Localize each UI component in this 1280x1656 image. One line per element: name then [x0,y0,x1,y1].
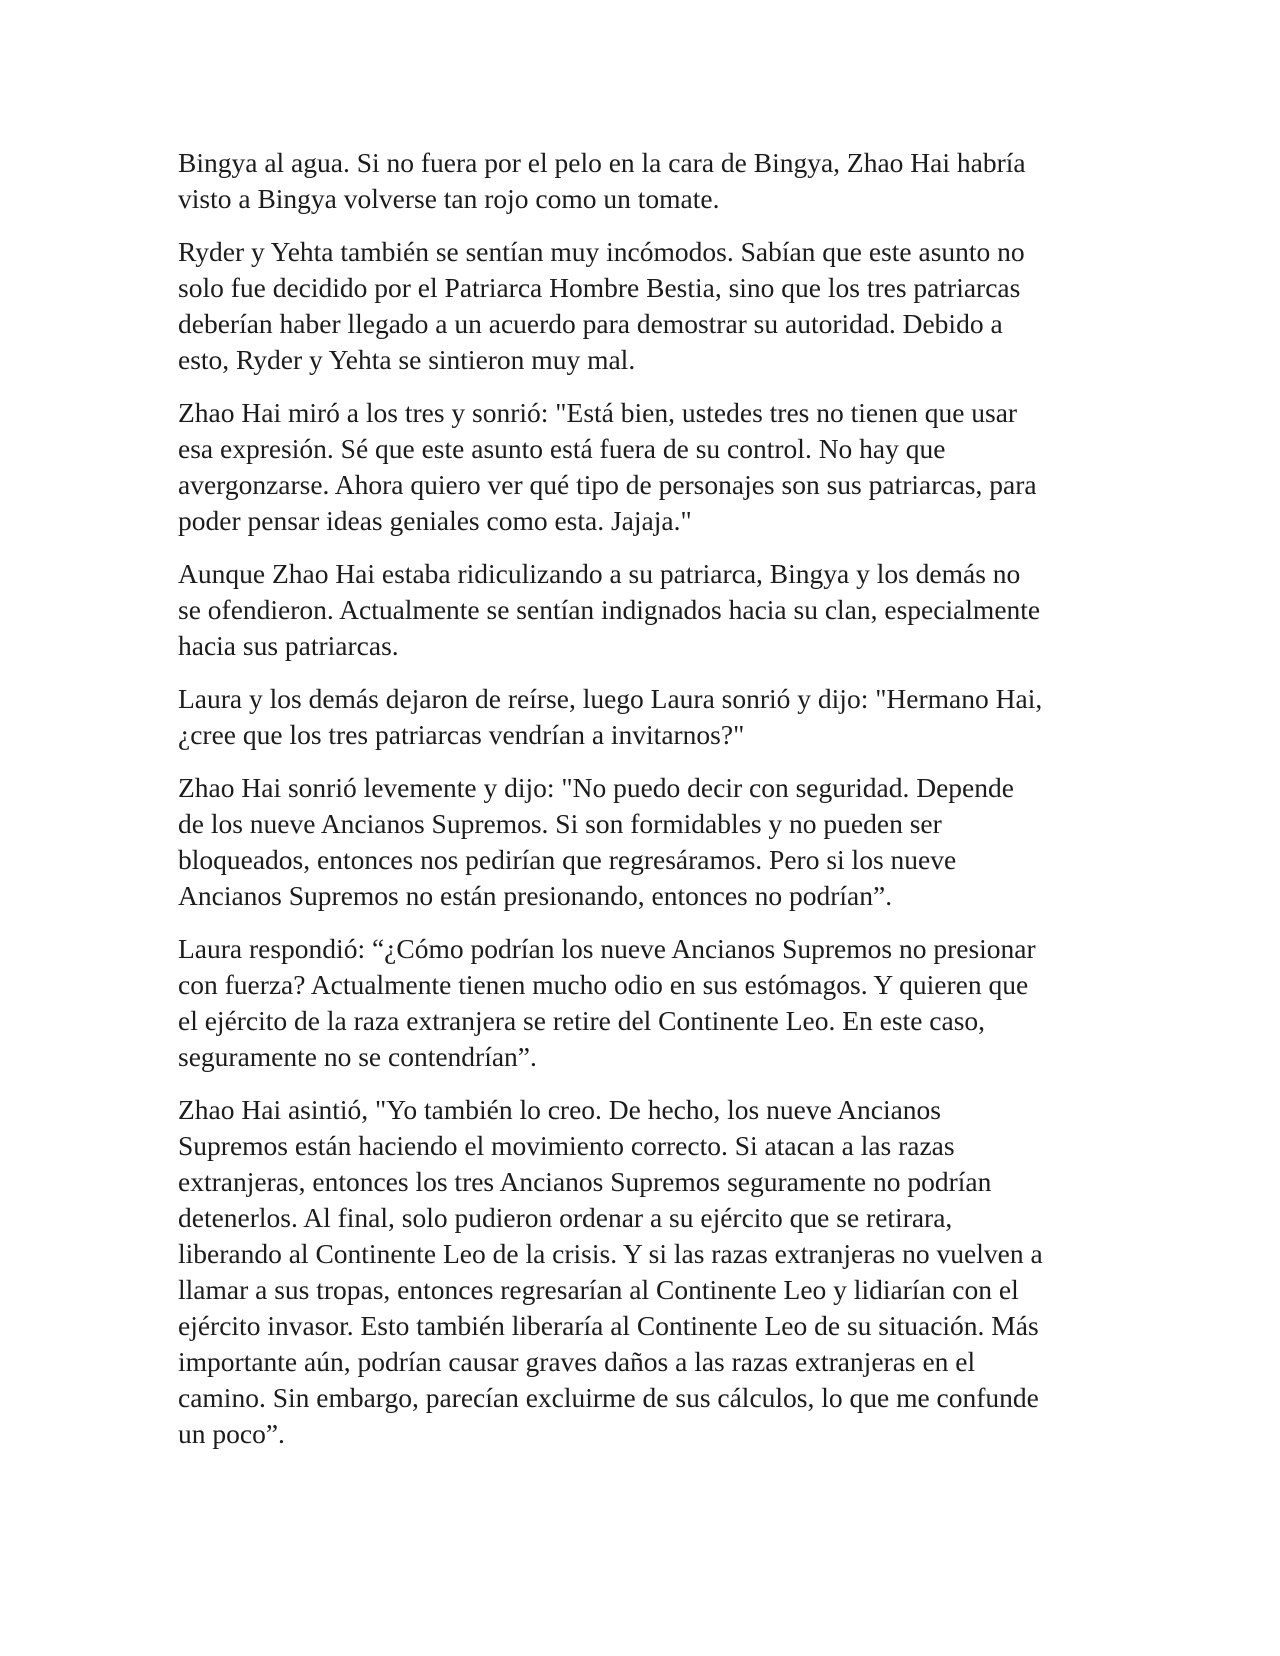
paragraph: Zhao Hai asintió, "Yo también lo creo. De hecho, los nueve Ancianos Supremos están haciendo el movimiento correcto. Si atacan a las razas extranjeras, entonces los tres Ancianos Supremos seguramente no podrían detenerlos. Al final, solo pudieron ordenar a su ejército que se retirara, liberando al Continente Leo de la crisis. Y si las razas extranjeras no vuelven a llamar a sus tropas, entonces regresarían al Continente Leo y lidiarían con el ejército invasor. Esto también liberaría al Continente Leo de su situación. Más importante aún, podrían causar graves daños a las razas extranjeras en el camino. Sin embargo, parecían excluirme de sus cálculos, lo que me confunde un poco”. [178,1094,1043,1449]
paragraph: Bingya al agua. Si no fuera por el pelo en la cara de Bingya, Zhao Hai habría visto a Bingya volverse tan rojo como un tomate. [178,147,1026,214]
paragraph: Laura respondió: “¿Cómo podrían los nueve Ancianos Supremos no presionar con fuerza? Actualmente tienen mucho odio en sus estómagos. Y quieren que el ejército de la raza extranjera se retire del Continente Leo. En este caso, seguramente no se contendrían”. [178,933,1036,1072]
paragraph: Ryder y Yehta también se sentían muy incómodos. Sabían que este asunto no solo fue decidido por el Patriarca Hombre Bestia, sino que los tres patriarcas deberían haber llegado a un acuerdo para demostrar su autoridad. Debido a esto, Ryder y Yehta se sintieron muy mal. [178,236,1025,375]
paragraph: Zhao Hai miró a los tres y sonrió: "Está bien, ustedes tres no tienen que usar esa expresión. Sé que este asunto está fuera de su control. No hay que avergonzarse. Ahora quiero ver qué tipo de personajes son sus patriarcas, para poder pensar ideas geniales como esta. Jajaja." [178,397,1037,536]
paragraph: Aunque Zhao Hai estaba ridiculizando a su patriarca, Bingya y los demás no se ofendieron. Actualmente se sentían indignados hacia su clan, especialmente hacia sus patriarcas. [178,558,1041,661]
document-page [178,145,1108,1469]
paragraph: Laura y los demás dejaron de reírse, luego Laura sonrió y dijo: "Hermano Hai, ¿cree que los tres patriarcas vendrían a invitarnos?" [178,683,1043,750]
paragraph: Zhao Hai sonrió levemente y dijo: "No puedo decir con seguridad. Depende de los nueve Ancianos Supremos. Si son formidables y no pueden ser bloqueados, entonces nos pedirían que regresáramos. Pero si los nueve Ancianos Supremos no están presionando, entonces no podrían”. [178,772,1014,911]
